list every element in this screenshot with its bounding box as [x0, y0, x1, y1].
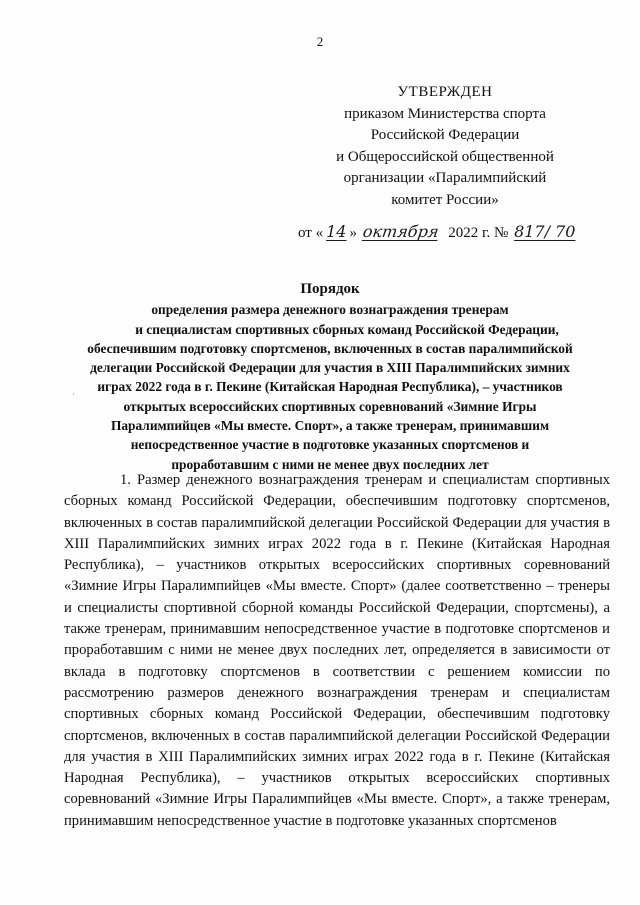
title-line: и специалистам спортивных сборных команд Российской Федерации, [135, 321, 559, 337]
order-mid: » [349, 225, 357, 241]
approval-line: комитет России» [391, 191, 499, 208]
approval-stamp-block [300, 82, 590, 211]
order-number-handwritten: 817/ 70 [514, 222, 576, 241]
approval-line: организации «Паралимпийский [343, 170, 547, 186]
title-heading: Порядок [300, 281, 360, 297]
title-line: играх 2022 года в г. Пекине (Китайская Народная Республика), – участников [97, 379, 563, 395]
title-line: Паралимпийцев «Мы вместе. Спорт», а также тренерам, принимавшим [110, 418, 550, 434]
title-line: проработавшим с ними не менее двух последних лет [171, 456, 489, 472]
approved-heading: УТВЕРЖДЕН [397, 84, 493, 100]
approval-line: Российской Федерации [370, 127, 520, 143]
page-number: 2 [316, 34, 324, 49]
title-line: непосредственное участие в подготовке указанных спортсменов и [130, 437, 530, 453]
paragraph-1: 1. Размер денежного вознаграждения тренерам и специалистам спортивных сборных команд Российской Федерации, обеспечившим подготовку спортсменов, включенных в состав паралимпийской делегации Российской Федерации для участия в XIII Паралимпийских зимних играх 2022 года в г. Пекине (Китайская Народная Республика), – участников открытых всероссийских спортивных соревнований «Зимние Игры Паралимпийцев «Мы вместе. Спорт» (далее соответственно – тренеры и специалисты спортивной сборной команды Российской Федерации, спортсмены), а также тренерам, принимавшим непосредственное участие в подготовке спортсменов и проработавшим с ними не менее двух последних лет, определяется в зависимости от вклада в подготовку спортсменов в соответствии с решением комиссии по рассмотрению размеров денежного вознаграждения тренерам и специалистам спортивных сборных команд Российской Федерации, обеспечившим подготовку спортсменов, включенных в состав паралимпийской делегации Российской Федерации для участия в XIII Паралимпийских зимних играх 2022 года в г. Пекине (Китайская Народная Республика), – участников открытых всероссийских спортивных соревнований «Зимние Игры Паралимпийцев «Мы вместе. Спорт», а также тренерам, принимавшим непосредственное участие в подготовке указанных спортсменов [64, 472, 610, 829]
order-prefix: от « [298, 225, 324, 241]
order-day-handwritten: 14 [326, 222, 347, 241]
title-line: определения размера денежного вознаграждения тренерам [151, 302, 509, 318]
order-year-text: 2022 г. № [448, 225, 509, 241]
title-line: обеспечившим подготовку спортсменов, включенных в состав паралимпийской [87, 340, 573, 356]
approval-line: и Общероссийской общественной [336, 148, 554, 165]
title-line: открытых всероссийских спортивных соревнований «Зимние Игры [123, 398, 537, 414]
approval-line: приказом Министерства спорта [344, 105, 546, 122]
document-title [60, 280, 600, 474]
scan-mark: · [72, 390, 75, 399]
order-month-handwritten: октября [361, 222, 440, 241]
order-date-number [298, 222, 577, 242]
title-line: делегации Российской Федерации для участия в XIII Паралимпийских зимних [90, 360, 570, 376]
